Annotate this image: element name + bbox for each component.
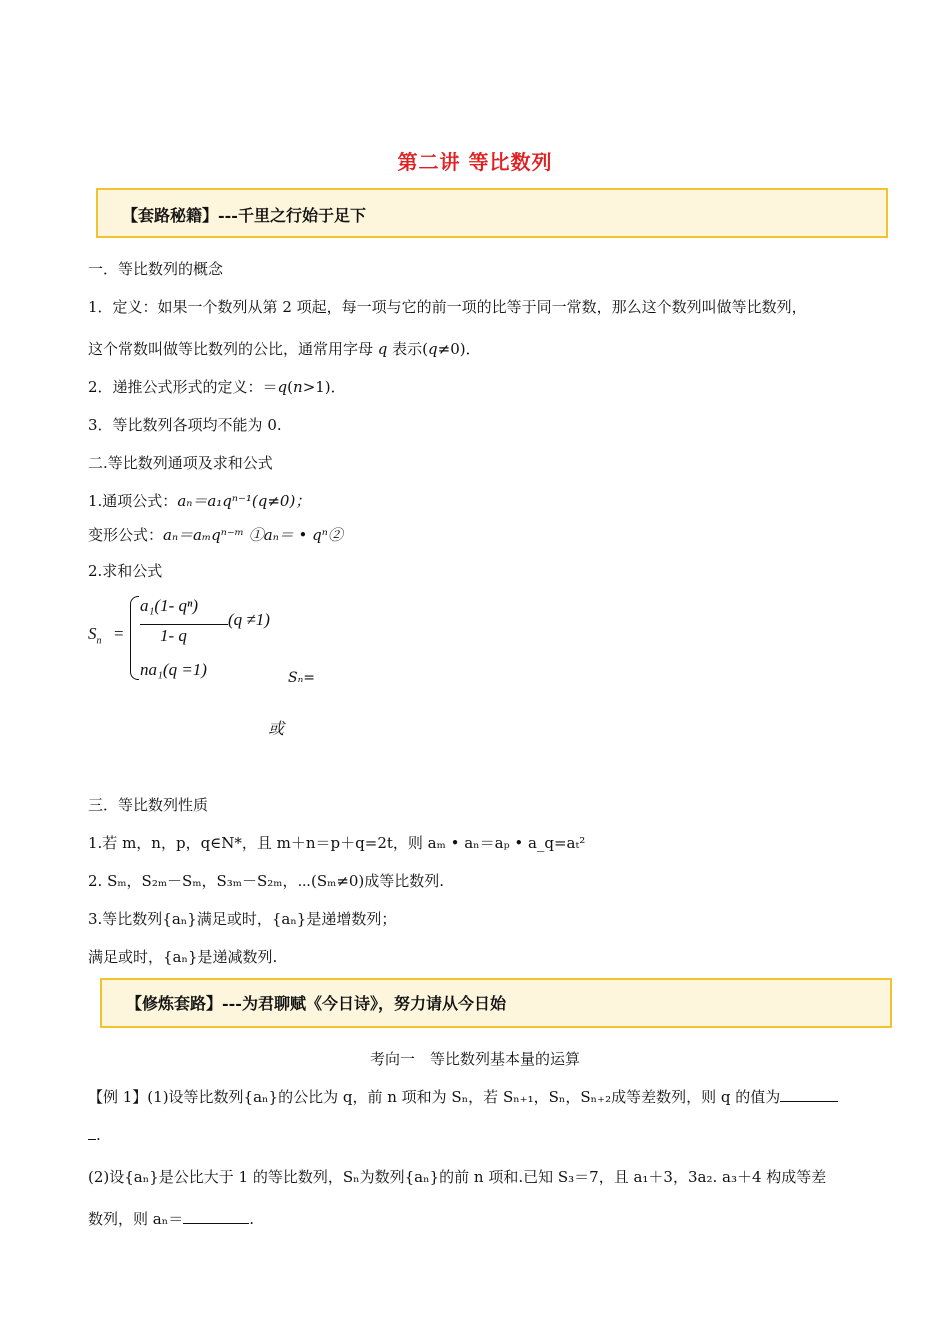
- nonzero-terms: 3．等比数列各项均不能为 0.: [88, 416, 282, 434]
- sum-formula: [88, 590, 288, 690]
- sn-symbol: $S_n$: [88, 624, 102, 647]
- banner-practice-text: ---为君聊赋《今日诗》，努力请从今日始: [222, 994, 506, 1013]
- example-line-2: (2)设{aₙ}是公比大于 1 的等比数列，Sₙ为数列{aₙ}的前 n 项和.已知 S₃＝7，且 a₁＋3，3a₂. a₃＋4 构成等差: [88, 1168, 827, 1186]
- property-4: 满足或时，{aₙ}是递减数列.: [88, 948, 278, 966]
- recursive-definition: 2．递推公式形式的定义：＝q(n>1)．: [88, 378, 346, 396]
- property-2: 2. Sₘ，S₂ₘ－Sₘ，S₃ₘ－S₂ₘ，⋯(Sₘ≠0)成等比数列.: [88, 872, 445, 890]
- definition-line-1: 1．定义：如果一个数列从第 2 项起，每一项与它的前一项的比等于同一常数，那么这个数列叫做等比数列，: [88, 298, 807, 316]
- or-label: 或: [268, 719, 285, 738]
- left-brace: [130, 596, 139, 680]
- sn-equals: =: [114, 624, 124, 643]
- banner-practice: [100, 978, 892, 1028]
- property-3: 3.等比数列{aₙ}满足或时，{aₙ}是递增数列；: [88, 910, 397, 928]
- topic-heading: 考向一 等比数列基本量的运算: [369, 1050, 580, 1068]
- sec2-heading: 二.等比数列通项及求和公式: [88, 454, 273, 472]
- sum-formula-label: 2.求和公式: [88, 562, 163, 580]
- fraction-bar: [140, 624, 228, 625]
- example-line-3: 数列，则 aₙ＝ .: [88, 1210, 254, 1228]
- variant-formula: 变形公式：aₙ＝aₘqⁿ⁻ᵐ ①aₙ＝ • qⁿ②: [88, 526, 343, 544]
- sn-equals-label: Sₙ=: [288, 670, 315, 686]
- general-term-formula: 1.通项公式：aₙ＝a₁qⁿ⁻¹(q≠0)；: [88, 492, 311, 510]
- banner-tricks: [96, 188, 888, 238]
- banner-tricks-head: 【套路秘籍】: [122, 206, 219, 225]
- definition-line-2: 这个常数叫做等比数列的公比，通常用字母 q 表示(q≠0)．: [88, 340, 481, 358]
- sec3-heading: 三．等比数列性质: [88, 796, 209, 814]
- case2-formula: na₁(q =1): [140, 660, 207, 679]
- page-title: 第二讲 等比数列: [397, 150, 553, 174]
- sec1-heading: 一．等比数列的概念: [88, 260, 224, 278]
- case1-numerator: a₁(1- qⁿ): [140, 596, 198, 615]
- property-1: 1.若 m，n，p，q∈N*，且 m＋n＝p＋q=2t，则 aₘ • aₙ＝aₚ • a_q=aₜ²: [88, 834, 586, 852]
- example-line-1-end: .: [88, 1126, 101, 1144]
- case1-condition: (q ≠1): [228, 610, 270, 629]
- banner-practice-head: 【修炼套路】: [126, 994, 223, 1013]
- example-line-1: 【例 1】(1)设等比数列{aₙ}的公比为 q，前 n 项和为 Sₙ，若 Sₙ₊₁，Sₙ，Sₙ₊₂成等差数列，则 q 的值为: [88, 1086, 838, 1107]
- case1-denominator: 1- q: [160, 626, 187, 645]
- banner-tricks-text: ---千里之行始于足下: [218, 206, 366, 225]
